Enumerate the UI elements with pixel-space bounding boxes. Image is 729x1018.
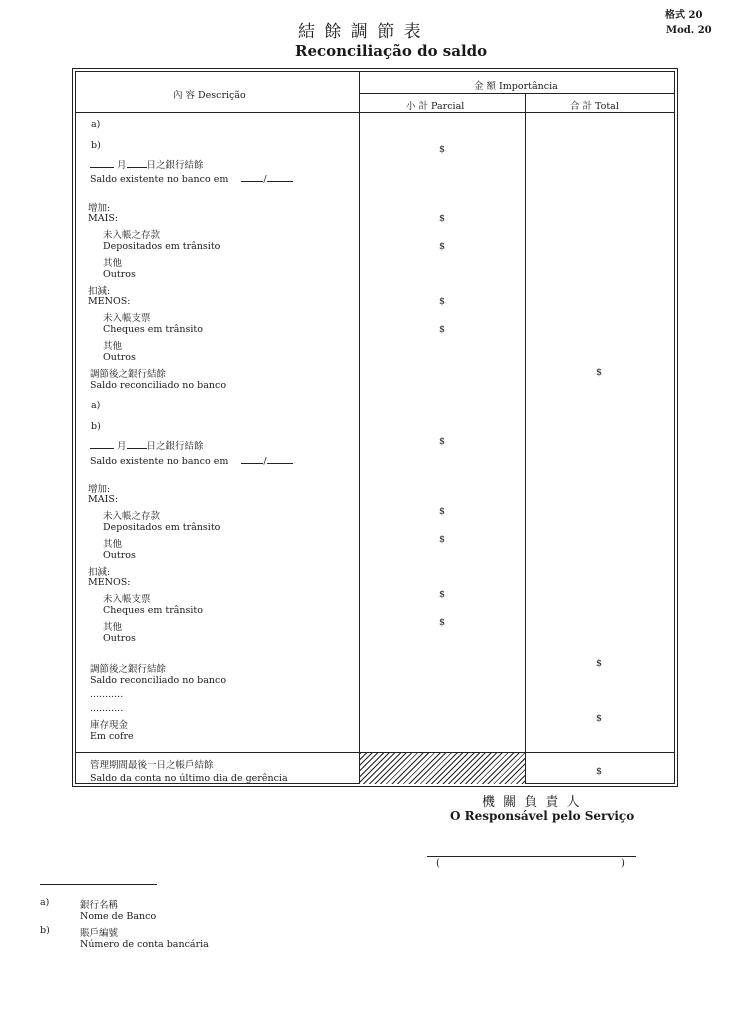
s2-zengjia: 增加: (88, 484, 111, 495)
s1-cheque-zh: 未入帳支票 (103, 313, 151, 324)
s2-cheque-zh: 未入帳支票 (103, 594, 151, 605)
currency-mark: $ (439, 506, 446, 517)
header-description: 內 容 Descrição (173, 90, 246, 101)
s1-other-pt-1: Outros (103, 269, 136, 280)
header-total: 合 計 Total (570, 101, 619, 112)
currency-mark: $ (439, 436, 446, 447)
s1-deposit-zh: 未入帳之存款 (103, 230, 161, 241)
currency-mark: $ (596, 713, 603, 724)
form-code-zh: 格式 20 (665, 10, 703, 21)
s2-reconciled-zh: 調節後之銀行結餘 (90, 664, 167, 675)
signature-zh: 機 關 負 責 人 (482, 795, 582, 810)
s1-other-zh-2: 其他 (103, 341, 123, 352)
currency-mark: $ (439, 534, 446, 545)
s2-deposit-zh: 未入帳之存款 (103, 511, 161, 522)
s1-other-pt-2: Outros (103, 352, 136, 363)
currency-mark: $ (439, 617, 446, 628)
currency-mark: $ (596, 367, 603, 378)
s1-reconciled-zh: 調節後之銀行結餘 (90, 369, 167, 380)
s1-b: b) (91, 140, 101, 151)
s2-reconciled-pt: Saldo reconciliado no banco (90, 675, 227, 686)
currency-mark: $ (439, 324, 446, 335)
s2-saldo-existente: Saldo existente no banco em / (90, 454, 293, 467)
s2-date-line: 月 日之銀行結餘 (90, 438, 204, 452)
s2-cash-pt: Em cofre (90, 731, 134, 742)
s2-cheque-pt: Cheques em trânsito (103, 605, 203, 616)
currency-mark: $ (439, 241, 446, 252)
signature-line (427, 856, 636, 857)
s2-dots-2: ........... (90, 703, 124, 714)
s1-deposit-pt: Depositados em trânsito (103, 241, 221, 252)
s1-koujian: 扣減: (88, 286, 111, 297)
s1-a: a) (91, 119, 101, 130)
header-amount: 金 額 Importância (474, 81, 558, 92)
s1-date-line: 月 日之銀行結餘 (90, 157, 204, 171)
signature-pt: O Responsável pelo Serviço (450, 809, 635, 823)
final-pt: Saldo da conta no último dia de gerência (90, 773, 288, 784)
currency-mark: $ (439, 296, 446, 307)
s2-a: a) (91, 400, 101, 411)
footnote-b-pt: Número de conta bancária (80, 939, 209, 950)
s1-reconciled-pt: Saldo reconciliado no banco (90, 380, 227, 391)
s2-b: b) (91, 421, 101, 432)
s2-other-zh-2: 其他 (103, 622, 123, 633)
footnote-a-mark: a) (40, 897, 50, 908)
footnote-a-zh: 銀行名稱 (80, 900, 119, 911)
header-partial: 小 計 Parcial (406, 101, 465, 112)
s1-zengjia: 增加: (88, 203, 111, 214)
currency-mark: $ (596, 658, 603, 669)
currency-mark: $ (439, 213, 446, 224)
currency-mark: $ (439, 144, 446, 155)
hatched-cell (360, 753, 525, 784)
s1-mais: MAIS: (88, 213, 119, 224)
footnote-b-zh: 賬戶編號 (80, 928, 119, 939)
title-pt: Reconciliação do saldo (295, 42, 488, 60)
s2-menos: MENOS: (88, 577, 131, 588)
s2-other-pt-1: Outros (103, 550, 136, 561)
form-code-pt: Mod. 20 (666, 25, 712, 36)
s2-cash-zh: 庫存現金 (90, 720, 129, 731)
s2-other-zh-1: 其他 (103, 539, 123, 550)
s2-dots-1: ........... (90, 689, 124, 700)
s2-deposit-pt: Depositados em trânsito (103, 522, 221, 533)
currency-mark: $ (596, 766, 603, 777)
s1-other-zh-1: 其他 (103, 258, 123, 269)
title-zh: 結 餘 調 節 表 (298, 22, 423, 42)
s2-other-pt-2: Outros (103, 633, 136, 644)
s1-saldo-existente: Saldo existente no banco em / (90, 172, 293, 185)
s2-mais: MAIS: (88, 494, 119, 505)
final-zh: 管理期間最後一日之帳戶結餘 (90, 760, 214, 771)
s1-menos: MENOS: (88, 296, 131, 307)
footnote-b-mark: b) (40, 925, 50, 936)
currency-mark: $ (439, 589, 446, 600)
s1-cheque-pt: Cheques em trânsito (103, 324, 203, 335)
s2-koujian: 扣減: (88, 567, 111, 578)
footnote-a-pt: Nome de Banco (80, 911, 157, 922)
signature-paren-open: ( (436, 858, 440, 869)
footnote-separator (40, 884, 157, 885)
signature-paren-close: ) (621, 858, 625, 869)
